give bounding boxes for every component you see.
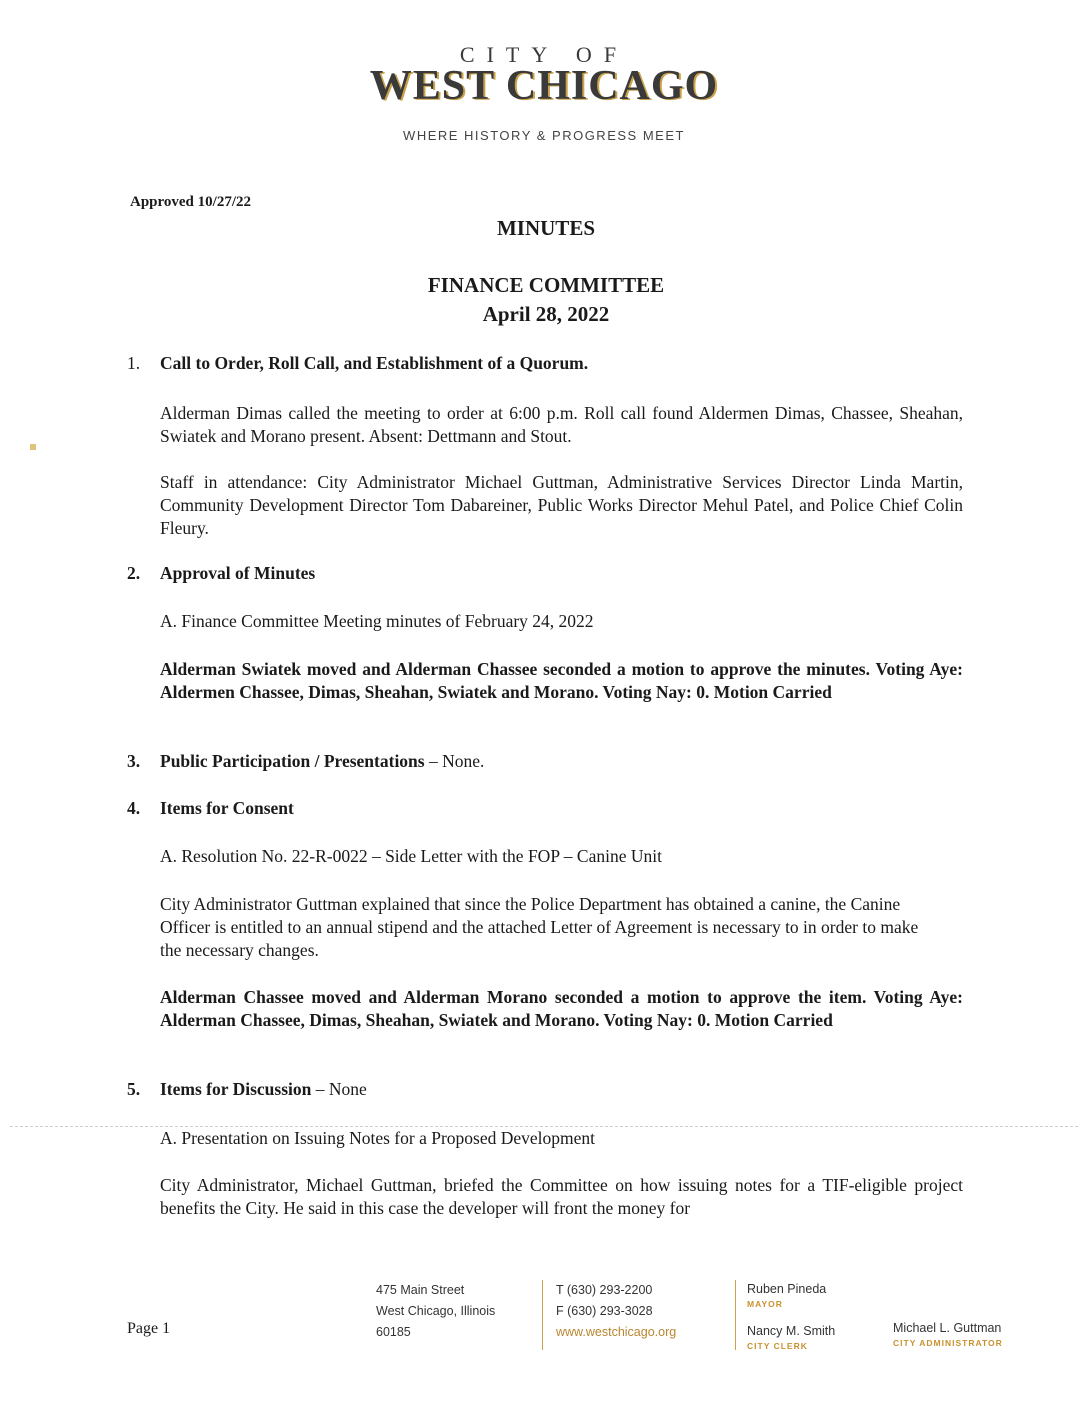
address-line: 60185 [376, 1325, 411, 1339]
section-number: 2. [127, 563, 141, 583]
agenda-item: A. Presentation on Issuing Notes for a Proposed Development [160, 1128, 595, 1148]
motion: Alderman Swiatek moved and Alderman Chassee seconded a motion to approve the minutes. Voting Aye: Aldermen Chassee, Dimas, Sheahan, Swiatek and Morano. Voting Nay: 0. Motion Carried [160, 659, 963, 702]
footer-divider [735, 1280, 736, 1350]
paragraph: City Administrator, Michael Guttman, briefed the Committee on how issuing notes for a TIF-eligible project benefits the City. He said in this case the developer will front the money for [160, 1175, 963, 1218]
section-heading-text: Public Participation / Presentations [160, 751, 425, 771]
section-heading-text: Items for Discussion [160, 1079, 312, 1099]
meeting-date: April 28, 2022 [482, 302, 610, 326]
document-title: MINUTES [496, 216, 596, 240]
section-heading [160, 751, 484, 772]
paragraph: City Administrator Guttman explained that since the Police Department has obtained a canine, the Canine Officer is entitled to an annual stipend and the attached Letter of Agreement is necessary to in order to make the necessary changes. [160, 894, 919, 960]
footer-divider [542, 1280, 543, 1350]
section-heading: Items for Consent [160, 798, 294, 818]
section-heading-note: – None [311, 1079, 367, 1099]
section-number: 5. [127, 1079, 141, 1099]
logo-city-of: CITY OF [459, 42, 629, 67]
margin-mark [30, 444, 36, 450]
admin-name: Michael L. Guttman [893, 1321, 1002, 1335]
paragraph: Alderman Dimas called the meeting to order at 6:00 p.m. Roll call found Aldermen Dimas, Chassee, Sheahan, Swiatek and Morano present. Absent: Dettmann and Stout. [160, 403, 963, 446]
section-number: 4. [127, 798, 141, 818]
agenda-item: A. Resolution No. 22-R-0022 – Side Letter with the FOP – Canine Unit [160, 846, 662, 866]
fax-number: F (630) 293-3028 [556, 1304, 653, 1318]
section-heading [160, 1079, 367, 1100]
footer-contact [556, 1280, 676, 1343]
logo-tagline: WHERE HISTORY & PROGRESS MEET [403, 128, 685, 143]
address-line: West Chicago, Illinois [376, 1304, 496, 1318]
footer-address [376, 1280, 495, 1343]
page-number: Page 1 [127, 1320, 171, 1337]
paragraph: Staff in attendance: City Administrator Michael Guttman, Administrative Services Director Linda Martin, Community Development Director Tom Dabareiner, Public Works Director Mehul Patel, and Police Chief Colin Fleury. [160, 472, 963, 538]
website-link[interactable]: www.westchicago.org [556, 1325, 677, 1339]
phone-number: T (630) 293-2200 [556, 1283, 653, 1297]
committee-title: FINANCE COMMITTEE [427, 273, 665, 297]
mayor-name: Ruben Pineda [747, 1282, 827, 1296]
section-heading-note: – None. [424, 751, 485, 771]
footer-officials [747, 1282, 835, 1354]
admin-role: CITY ADMINISTRATOR [893, 1338, 1003, 1348]
clerk-name: Nancy M. Smith [747, 1324, 836, 1338]
section-number: 1. [127, 353, 141, 373]
section-heading: Call to Order, Roll Call, and Establishment of a Quorum. [160, 353, 589, 373]
mayor-role: MAYOR [747, 1299, 783, 1309]
address-line: 475 Main Street [376, 1283, 465, 1297]
agenda-item: A. Finance Committee Meeting minutes of February 24, 2022 [160, 611, 594, 631]
footer-administrator [893, 1321, 1003, 1351]
section-number: 3. [127, 751, 141, 771]
section-heading: Approval of Minutes [160, 563, 316, 583]
motion: Alderman Chassee moved and Alderman Morano seconded a motion to approve the item. Voting Aye: Alderman Chassee, Dimas, Sheahan, Swiatek and Morano. Voting Nay: 0. Motion Carried [160, 987, 963, 1030]
approved-date: Approved 10/27/22 [130, 194, 251, 210]
logo-west-chicago: WEST CHICAGO [369, 63, 719, 109]
clerk-role: CITY CLERK [747, 1341, 808, 1351]
